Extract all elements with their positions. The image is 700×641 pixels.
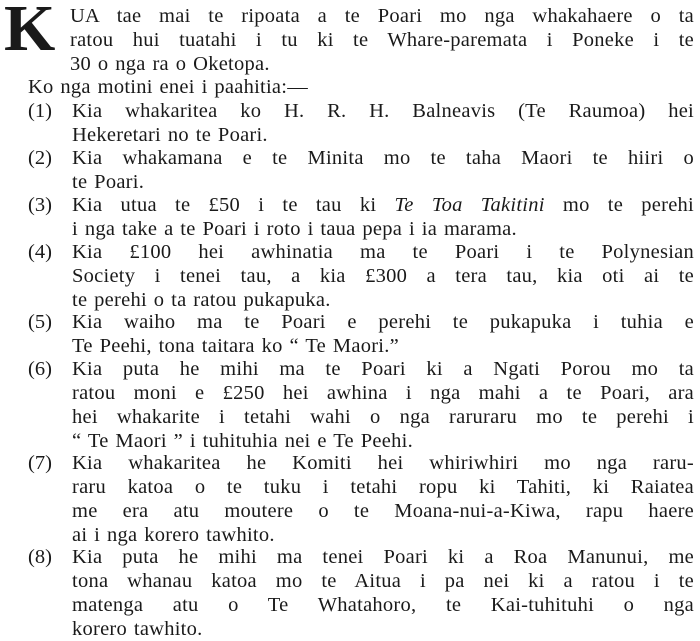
motion-line: Kia whakamana e te Minita mo te taha Maori te hiiri o [72, 147, 694, 169]
motion-text [72, 451, 694, 547]
motion-line: Society i tenei tau, a kia £300 a tera tau, kia oti ai te [72, 265, 694, 287]
motion-number: (4) [28, 241, 52, 263]
motion-line: Kia puta he mihi ma te Poari ki a Ngati Porou mo ta [72, 358, 694, 380]
motion-line: “ Te Maori ” i tuhituhia nei e Te Peehi. [72, 430, 413, 452]
motion-text [72, 240, 694, 312]
motion-number: (7) [28, 452, 52, 474]
newspaper-title: Te Toa Takitini [394, 194, 545, 216]
motion-line: Te Peehi, tona taitara ko “ Te Maori.” [72, 335, 399, 357]
motion-line: raru katoa o te tuku i tetahi ropu ki Tahiti, ki Raiatea [72, 476, 694, 498]
motion-number: (5) [28, 311, 52, 333]
motion-line: hei whakarite i tetahi wahi o nga raruraru mo te perehi i [72, 406, 694, 428]
motion-text-segment: mo te perehi [544, 194, 694, 216]
motion-number: (3) [28, 194, 52, 216]
motion-text [72, 193, 694, 241]
motion-line: Hekeretari no te Poari. [72, 124, 268, 146]
motion-text [72, 146, 694, 194]
motion-line: ratou moni e £250 hei awhina i nga mahi a te Poari, ara [72, 382, 694, 404]
drop-cap: K [4, 0, 55, 65]
motion-line: te Poari. [72, 171, 145, 193]
intro-line: ratou hui tuatahi i tu ki te Whare-paremata i Poneke i te [70, 29, 694, 51]
motion-line: i nga take a te Poari i roto i taua pepa i ia marama. [72, 218, 517, 240]
motion-number: (1) [28, 100, 52, 122]
motion-number: (8) [28, 546, 52, 568]
motion-number: (6) [28, 358, 52, 380]
motion-line: matenga atu o Te Whatahoro, te Kai-tuhituhi o nga [72, 594, 694, 616]
motion-line: Kia puta he mihi ma tenei Poari ki a Roa Manunui, me [72, 546, 694, 568]
intro-line: UA tae mai te ripoata a te Poari mo nga whakahaere o ta [70, 5, 694, 27]
motion-line: me era atu moutere o te Moana-nui-a-Kiwa, rapu haere [72, 500, 694, 522]
motion-text [72, 310, 694, 358]
motion-text-segment: Kia utua te £50 i te tau ki [72, 194, 395, 216]
motion-line: te perehi o ta ratou pukapuka. [72, 289, 331, 311]
motions-lead: Ko nga motini enei i paahitia:— [28, 76, 308, 98]
motion-number: (2) [28, 147, 52, 169]
intro-line: 30 o nga ra o Oketopa. [70, 53, 270, 75]
motion-text [72, 545, 694, 641]
motion-line: korero tawhito. [72, 618, 203, 640]
motion-line: Kia whakaritea he Komiti hei whiriwhiri mo nga raru- [72, 452, 694, 474]
motion-line [72, 193, 694, 217]
motion-text [72, 99, 694, 147]
motion-line: tona whanau katoa mo te Aitua i pa nei ki a ratou i te [72, 570, 694, 592]
motion-text [72, 357, 694, 453]
motion-line: Kia £100 hei awhinatia ma te Poari i te Polynesian [72, 241, 694, 263]
motion-line: ai i nga korero tawhito. [72, 524, 275, 546]
motion-line: Kia waiho ma te Poari e perehi te pukapuka i tuhia e [72, 311, 694, 333]
motion-line: Kia whakaritea ko H. R. H. Balneavis (Te Raumoa) hei [72, 100, 694, 122]
